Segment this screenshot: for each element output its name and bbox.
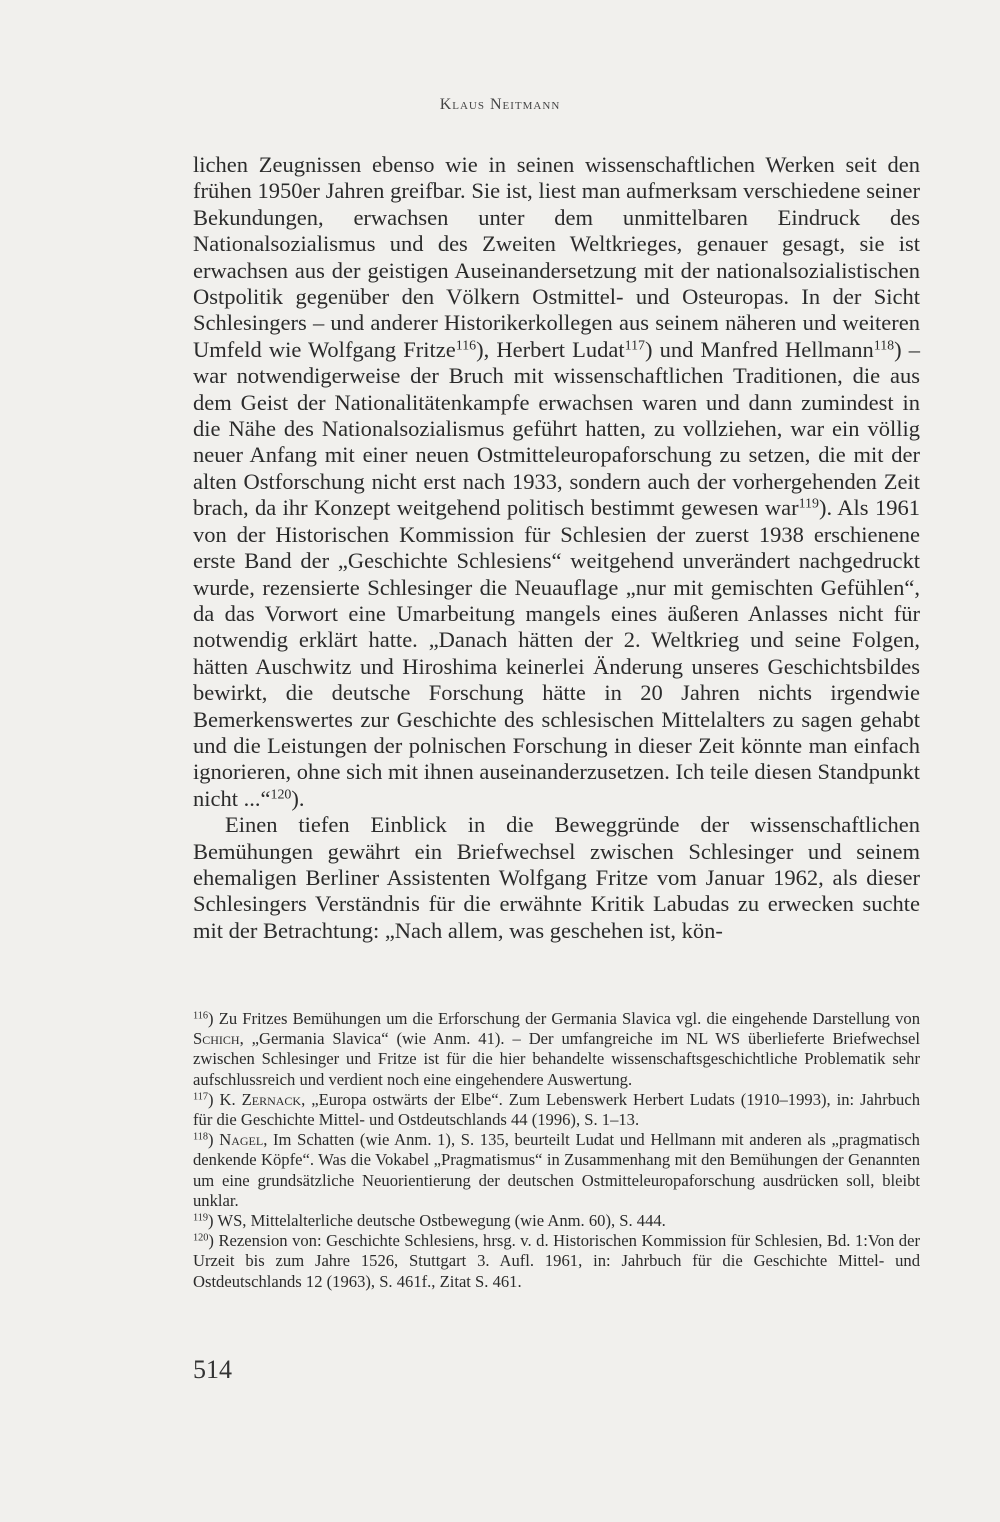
author-name: Nagel (219, 1130, 264, 1150)
footnote-119 (193, 1211, 920, 1231)
footnote-ref-116[interactable]: 116 (455, 338, 477, 354)
footnote-text: ) WS, Mittelalterliche deutsche Ostbewegung (wie Anm. 60), S. 444. (208, 1211, 666, 1231)
footnote-text: , „Germania Slavica“ (wie Anm. 41). – Der umfangreiche im NL WS überlieferte Briefwechsel zwischen Schlesinger und Fritze ist für die hier behandelte wissenschaftsgeschichtliche Problematik sehr aufschlussreich und verdient noch eine eingehendere Auswertung. (193, 1029, 920, 1089)
text-span: ) und Manfred Hellmann (645, 336, 874, 362)
author-name: Schich (193, 1029, 240, 1049)
footnote-number: 117 (193, 1091, 209, 1103)
text-span: ). Als 1961 von der Historischen Kommission für Schlesien der zuerst 1938 erschienene erste Band der „Geschichte Schlesiens“ weitgehend unverändert nachgedruckt wurde, rezensierte Schlesinger die Neuauflage „nur mit gemischten Gefühlen“, da das Vorwort eine Umarbeitung mangels eines äußeren Anlasses nicht für notwendig erklärt hatte. „Danach hätten der 2. Weltkrieg und seine Folgen, hätten Auschwitz und Hiroshima keinerlei Änderung unseres Geschichtsbildes bewirkt, die deutsche Forschung hätte in 20 Jahren nichts irgendwie Bemerkenswertes zur Geschichte des schlesischen Mittelalters zu sagen gehabt und die Leistungen der polnischen Forschung in dieser Zeit könnte man einfach ignorieren, ohne sich mit ihnen auseinanderzusetzen. Ich teile diesen Standpunkt nicht ...“ (193, 495, 920, 811)
footnote-text: ) K. (208, 1089, 242, 1109)
author-name: Zernack (241, 1089, 302, 1109)
running-head: Klaus Neitmann (439, 96, 561, 113)
footnote-ref-117[interactable]: 117 (624, 338, 646, 354)
body-paragraph: Einen tiefen Einblick in die Beweggründe der wissenschaftlichen Bemühungen gewährt ein Briefwechsel zwischen Schlesinger und seinem ehemaligen Berliner Assistenten Wolfgang Fritze vom Januar 1962, als dieser Schlesingers Verständnis für die erwähnte Kritik Labudas zu erwecken suchte mit der Betrachtung: „Nach allem, was geschehen ist, kön- (193, 812, 920, 943)
footnote-text: , „Europa ostwärts der Elbe“. Zum Lebenswerk Herbert Ludats (1910–1993), in: Jahrbuch für die Geschichte Mittel- und Ostdeutschlands 44 (1996), S. 1–13. (193, 1089, 920, 1130)
footnote-120 (193, 1231, 920, 1292)
footnote-number: 116 (193, 1010, 209, 1022)
footnote-number: 119 (193, 1212, 209, 1224)
footnote-text: ) Zu Fritzes Bemühungen um die Erforschung der Germania Slavica vgl. die eingehende Darstellung von (208, 1009, 920, 1028)
footnote-text: ) Rezension von: Geschichte Schlesiens, hrsg. v. d. Historischen Kommission für Schlesien, Bd. 1:Von der Urzeit bis zum Jahre 1526, Stuttgart 3. Aufl. 1961, in: Jahrbuch für die Geschichte Mittel- und Ostdeutschlands 12 (1963), S. 461f., Zitat S. 461. (193, 1231, 920, 1291)
text-span: ) – war notwendigerweise der Bruch mit wissenschaftlichen Traditionen, die aus dem Geist der Nationalitätenkampfe erwachsen waren und dann zumindest in die Nähe des Nationalsozialismus geführt hatten, zu vollziehen, war ein völlig neuer Anfang mit einer neuen Ostmitteleuropaforschung zu setzen, die mit der alten Ostforschung nicht erst nach 1933, sondern auch der vorhergehenden Zeit brach, da ihr Konzept weitgehend politisch bestimmt gewesen war (193, 336, 920, 521)
footnote-text: ) (208, 1130, 220, 1150)
footnote-ref-119[interactable]: 119 (798, 496, 819, 512)
footnote-116 (193, 1009, 920, 1090)
footnote-118 (193, 1130, 920, 1211)
footnote-117 (193, 1090, 920, 1130)
footnote-ref-118[interactable]: 118 (873, 338, 895, 354)
footnote-number: 118 (193, 1131, 209, 1143)
text-span: ). (291, 785, 305, 811)
text-span: ), Herbert Ludat (476, 336, 625, 362)
main-text (193, 152, 920, 944)
footnote-number: 120 (193, 1232, 209, 1244)
text-span: lichen Zeugnissen ebenso wie in seinen wissenschaftlichen Werken seit den frühen 1950er Jahren greifbar. Sie ist, liest man aufmerksam verschiedene seiner Bekundungen, erwachsen unter dem unmittelbaren Eindruck des Nationalsozialismus und des Zweiten Weltkrieges, genauer gesagt, sie ist erwachsen aus der geistigen Auseinandersetzung mit der nationalsozialistischen Ostpolitik gegenüber den Völkern Ostmittel- und Osteuropas. In der Sicht Schlesingers – und anderer Historikerkollegen aus seinem näheren und weiteren Umfeld wie Wolfgang Fritze (193, 152, 920, 362)
body-paragraph (193, 152, 920, 812)
footnote-ref-120[interactable]: 120 (270, 787, 292, 803)
footnotes (193, 1009, 920, 1292)
page-number: 514 (193, 1355, 232, 1384)
footnote-text: , Im Schatten (wie Anm. 1), S. 135, beurteilt Ludat und Hellmann mit anderen als „pragmatisch denkende Köpfe“. Was die Vokabel „Pragmatismus“ in Zusammenhang mit den Bemühungen der Genannten um eine grundsätzliche Neuorientierung der deutschen Ostmitteleuropaforschung ausdrücken soll, bleibt unklar. (193, 1130, 920, 1210)
